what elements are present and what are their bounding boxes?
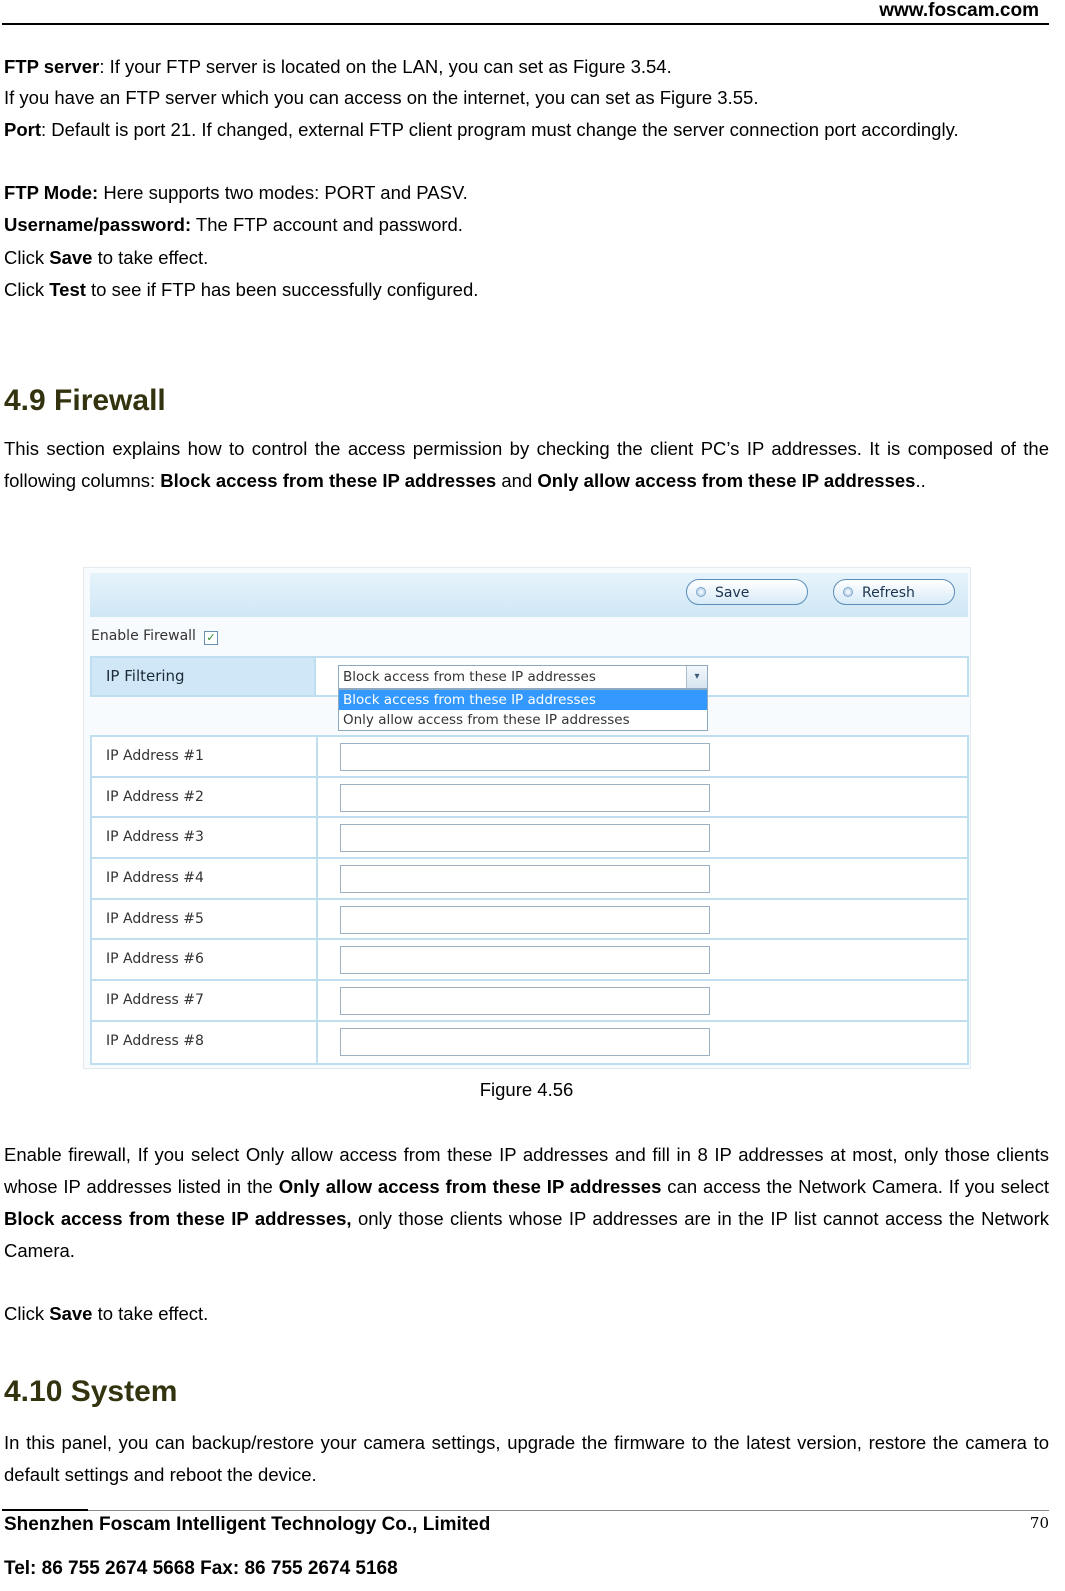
ip-address-row bbox=[92, 900, 967, 941]
ftp-internet-line: If you have an FTP server which you can access on the internet, you can set as Figure 3.55. bbox=[4, 87, 759, 108]
ip-address-input-3[interactable] bbox=[340, 824, 710, 852]
ip-address-row bbox=[92, 778, 967, 819]
ip-address-label: IP Address #4 bbox=[92, 859, 318, 898]
ip-address-label: IP Address #3 bbox=[92, 818, 318, 857]
ip-address-input-1[interactable] bbox=[340, 743, 710, 771]
ip-address-input-6[interactable] bbox=[340, 946, 710, 974]
refresh-button[interactable]: Refresh bbox=[833, 579, 955, 605]
footer-company: Shenzhen Foscam Intelligent Technology Co., Limited bbox=[4, 1514, 491, 1535]
ip-address-row bbox=[92, 940, 967, 981]
firewall-save-line: Click Save to take effect. bbox=[4, 1303, 209, 1324]
footer-rule-thin bbox=[88, 1510, 1049, 1511]
option-block-access[interactable]: Block access from these IP addresses bbox=[339, 690, 707, 710]
ip-address-row bbox=[92, 737, 967, 778]
ip-address-table bbox=[90, 735, 969, 1065]
ip-address-input-4[interactable] bbox=[340, 865, 710, 893]
firewall-figure bbox=[83, 567, 971, 1069]
ip-address-input-7[interactable] bbox=[340, 987, 710, 1015]
ip-filtering-label: IP Filtering bbox=[92, 658, 316, 695]
firewall-explanation: Enable firewall, If you select Only allow access from these IP addresses and fill in 8 IP addresses at most, only those clients whose IP addresses listed in the Only allow access from these IP addresses can access the Network Camera. If you select Block access from these IP addresses, only those clients whose IP addresses are in the IP list cannot access the Network Camera. bbox=[4, 1144, 1049, 1261]
ip-address-row bbox=[92, 1022, 967, 1063]
ip-address-label: IP Address #6 bbox=[92, 940, 318, 979]
save-button[interactable]: Save bbox=[686, 579, 808, 605]
ftp-server-line: FTP server: If your FTP server is located on the LAN, you can set as Figure 3.54. bbox=[4, 56, 672, 77]
figure-caption: Figure 4.56 bbox=[479, 1079, 574, 1100]
ip-address-input-5[interactable] bbox=[340, 906, 710, 934]
radio-dot-icon bbox=[843, 587, 853, 597]
ip-address-label: IP Address #2 bbox=[92, 778, 318, 817]
ftp-mode-line: FTP Mode: Here supports two modes: PORT and PASV. bbox=[4, 182, 468, 203]
ftp-test-line: Click Test to see if FTP has been successfully configured. bbox=[4, 279, 479, 300]
chevron-down-icon: ▾ bbox=[686, 666, 707, 688]
enable-firewall-label: Enable Firewall bbox=[91, 628, 196, 644]
ip-address-row bbox=[92, 818, 967, 859]
ip-filtering-select[interactable]: Block access from these IP addresses ▾ bbox=[338, 665, 708, 689]
ftp-port-paragraph: Port: Default is port 21. If changed, external FTP client program must change the server connection port accordingly. bbox=[4, 119, 959, 140]
ip-address-label: IP Address #5 bbox=[92, 900, 318, 939]
system-intro: In this panel, you can backup/restore your camera settings, upgrade the firmware to the latest version, restore the camera to default settings and reboot the device. bbox=[4, 1432, 1049, 1485]
ftp-username-line: Username/password: The FTP account and password. bbox=[4, 214, 463, 235]
ftp-save-line: Click Save to take effect. bbox=[4, 247, 209, 268]
footer-contact: Tel: 86 755 2674 5668 Fax: 86 755 2674 5168 bbox=[4, 1558, 398, 1579]
option-only-allow[interactable]: Only allow access from these IP addresses bbox=[343, 712, 630, 728]
page-number: 70 bbox=[1029, 1514, 1049, 1532]
ip-address-row bbox=[92, 859, 967, 900]
header-rule bbox=[2, 23, 1049, 25]
footer-rule bbox=[2, 1509, 88, 1511]
ip-filtering-dropdown bbox=[338, 689, 708, 731]
system-heading: 4.10 System bbox=[4, 1375, 178, 1408]
ip-address-label: IP Address #8 bbox=[92, 1022, 318, 1063]
ip-address-input-2[interactable] bbox=[340, 784, 710, 812]
firewall-heading: 4.9 Firewall bbox=[4, 384, 166, 417]
ip-address-label: IP Address #7 bbox=[92, 981, 318, 1020]
firewall-intro: This section explains how to control the access permission by checking the client PC’s IP addresses. It is composed of the following columns: Block access from these IP addresses and Only allow access from these IP addresses.. bbox=[4, 438, 1049, 491]
radio-dot-icon bbox=[696, 587, 706, 597]
ip-address-input-8[interactable] bbox=[340, 1028, 710, 1056]
enable-firewall-checkbox[interactable]: ✓ bbox=[204, 631, 218, 645]
ip-address-row bbox=[92, 981, 967, 1022]
ip-address-label: IP Address #1 bbox=[92, 737, 318, 776]
header-website: www.foscam.com bbox=[879, 0, 1039, 21]
